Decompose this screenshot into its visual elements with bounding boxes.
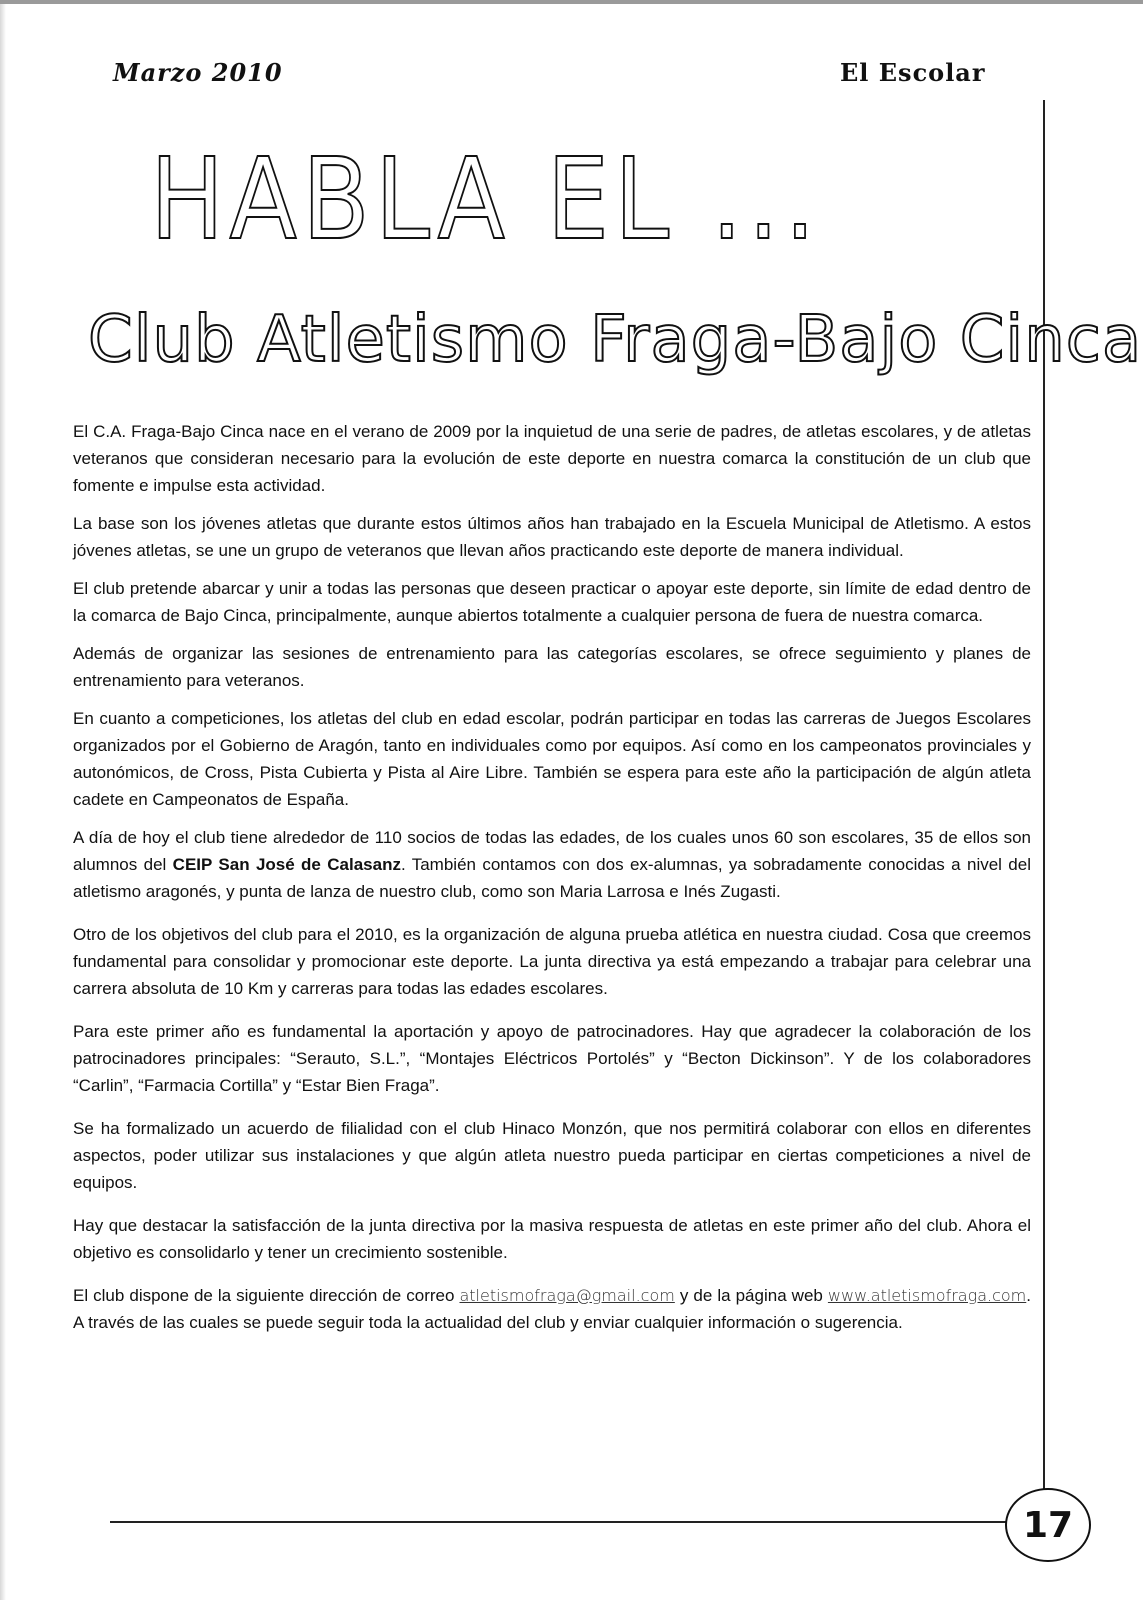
- paragraph-text: y de la página web: [674, 1286, 828, 1305]
- website-link[interactable]: www.atletismofraga.com: [827, 1286, 1027, 1305]
- paragraph: Además de organizar las sesiones de entrenamiento para las categorías escolares, se ofrece seguimiento y planes de entrenamiento para veteranos.: [73, 644, 1031, 690]
- paragraph: El C.A. Fraga-Bajo Cinca nace en el verano de 2009 por la inquietud de una serie de padres, de atletas escolares, y de atletas veteranos que consideran necesario para la evolución de este deporte en nuestra comarca la constitución de un club que fomente e impulse esta actividad.: [73, 422, 1031, 495]
- paragraph-text: . También contamos con dos ex-alumnas, ya sobradamente conocidas a nivel del atletismo aragonés, y punta de lanza de nuestro club, como son Maria Larrosa e Inés Zugasti.: [73, 855, 1031, 901]
- paragraph: Otro de los objetivos del club para el 2010, es la organización de alguna prueba atlética en nuestra ciudad. Cosa que creemos fundamental para consolidar y promocionar este deporte. La junta directiva ya está empezando a trabajar para celebrar una carrera absoluta de 10 Km y carreras para todas las edades escolares.: [73, 925, 1031, 998]
- paragraph: La base son los jóvenes atletas que durante estos últimos años han trabajado en la Escuela Municipal de Atletismo. A estos jóvenes atletas, se une un grupo de veteranos que llevan años practicando este deporte de manera individual.: [73, 514, 1031, 560]
- email-link[interactable]: atletismofraga@gmail.com: [459, 1286, 675, 1305]
- paragraph-text: . A través de las cuales se puede seguir toda la actualidad del club y enviar cualquier información o sugerencia.: [73, 1286, 1031, 1332]
- bottom-rule: [110, 1521, 1010, 1523]
- paragraph: [73, 824, 1031, 905]
- paragraph: Para este primer año es fundamental la aportación y apoyo de patrocinadores. Hay que agradecer la colaboración de los patrocinadores principales: “Serauto, S.L.”, “Montajes Eléctricos Portolés” y “Becton Dickinson”. Y de los colaboradores “Carlin”, “Farmacia Cortilla” y “Estar Bien Fraga”.: [73, 1022, 1031, 1095]
- page-subtitle: Club Atletismo Fraga-Bajo Cinca: [88, 303, 1143, 377]
- page-top-edge: [0, 0, 1143, 4]
- running-header-publication: El Escolar: [840, 58, 986, 87]
- page-title: HABLA EL ...: [150, 135, 821, 265]
- paragraph-text: El club dispone de la siguiente dirección de correo: [73, 1286, 460, 1305]
- page-edge-shadow: [0, 0, 6, 1600]
- school-name: CEIP San José de Calasanz: [172, 855, 401, 874]
- running-header-date: Marzo 2010: [113, 58, 283, 87]
- paragraph: Hay que destacar la satisfacción de la junta directiva por la masiva respuesta de atletas en este primer año del club. Ahora el objetivo es consolidarlo y tener un crecimiento sostenible.: [73, 1216, 1031, 1262]
- paragraph-text: A día de hoy el club tiene alrededor de 110 socios de todas las edades, de los cuales unos 60 son escolares, 35 de ellos son alumnos del: [73, 828, 1031, 874]
- paragraph: El club pretende abarcar y unir a todas las personas que deseen practicar o apoyar este deporte, sin límite de edad dentro de la comarca de Bajo Cinca, principalmente, aunque abiertos totalmente a cualquier persona de fuera de nuestra comarca.: [73, 579, 1031, 625]
- paragraph: En cuanto a competiciones, los atletas del club en edad escolar, podrán participar en todas las carreras de Juegos Escolares organizados por el Gobierno de Aragón, tanto en individuales como por equipos. Así como en los campeonatos provinciales y autonómicos, de Cross, Pista Cubierta y Pista al Aire Libre. También se espera para este año la participación de algún atleta cadete en Campeonatos de España.: [73, 709, 1031, 809]
- paragraph: Se ha formalizado un acuerdo de filialidad con el club Hinaco Monzón, que nos permitirá colaborar con ellos en diferentes aspectos, poder utilizar sus instalaciones y que algún atleta nuestro pueda participar en ciertas competiciones a nivel de equipos.: [73, 1119, 1031, 1192]
- paragraph: [73, 1282, 1031, 1336]
- article-body: [73, 418, 1031, 1347]
- page-number: 17: [1005, 1488, 1091, 1562]
